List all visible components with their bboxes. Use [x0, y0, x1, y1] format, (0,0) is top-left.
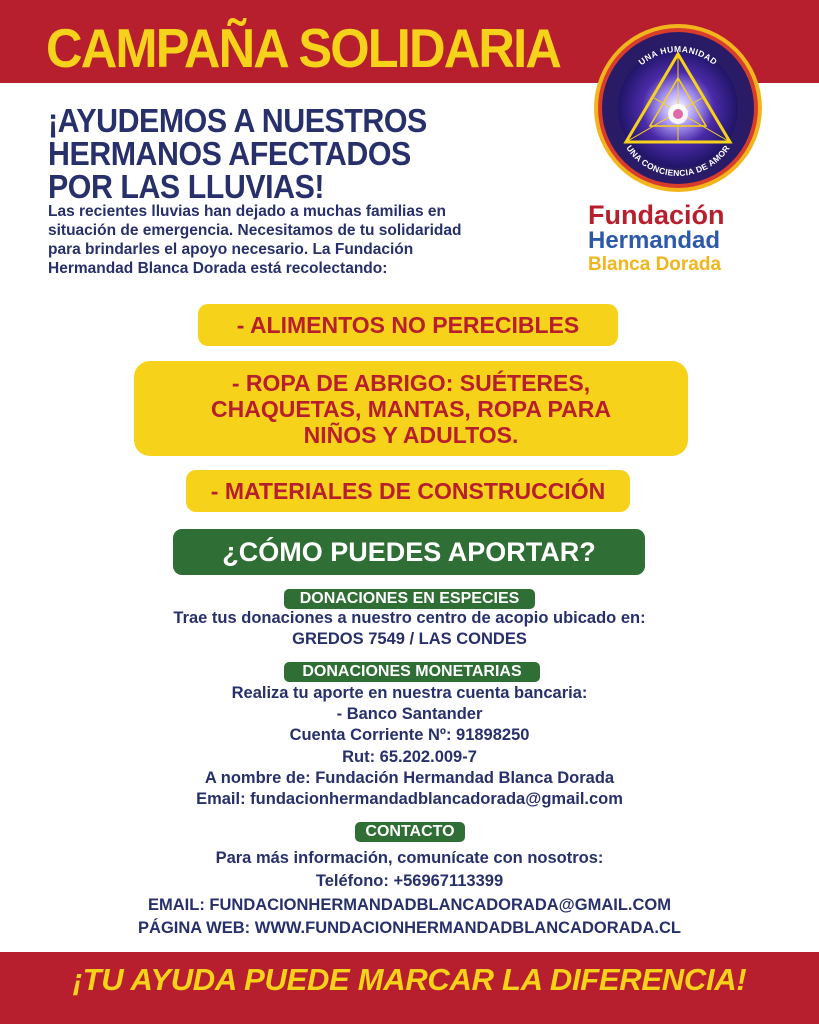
bottom-divider — [0, 948, 819, 952]
species-line-1: Trae tus donaciones a nuestro centro de acopio ubicado en: — [173, 609, 646, 627]
headline — [48, 104, 460, 203]
monetary-line-1: Realiza tu aporte en nuestra cuenta bancaria: — [231, 684, 588, 702]
item-construction — [186, 470, 630, 512]
monetary-donations-tag: DONACIONES MONETARIAS — [284, 662, 540, 682]
headline-line-2: HERMANOS AFECTADOS — [48, 135, 411, 172]
monetary-email: Email: fundacionhermandadblancadorada@gmail.com — [196, 790, 623, 808]
item-construction-label: - MATERIALES DE CONSTRUCCIÓN — [210, 478, 606, 504]
intro-line-2: situación de emergencia. Necesitamos de tu solidaridad — [48, 222, 462, 239]
contact-phone: Teléfono: +56967113399 — [315, 872, 504, 890]
contact-email: EMAIL: FUNDACIONHERMANDADBLANCADORADA@GMAIL.COM — [148, 896, 671, 914]
contact-website: PÁGINA WEB: WWW.FUNDACIONHERMANDADBLANCADORADA.CL — [138, 919, 681, 937]
footer-slogan: ¡TU AYUDA PUEDE MARCAR LA DIFERENCIA! — [72, 962, 747, 997]
brand-line-3: Blanca Dorada — [588, 254, 722, 275]
logo-arc-bottom: UNA CONCIENCIA DE AMOR — [624, 143, 732, 179]
contact-tag: CONTACTO — [355, 822, 465, 842]
headline-line-3: POR LAS LLUVIAS! — [48, 168, 325, 205]
monetary-bank: - Banco Santander — [336, 705, 483, 723]
item-clothing-line-2: CHAQUETAS, MANTAS, ROPA PARA — [211, 396, 611, 422]
brand-line-1: Fundación — [588, 200, 725, 230]
logo-arc-top: UNA HUMANIDAD — [636, 43, 720, 68]
item-clothing-line-3: NIÑOS Y ADULTOS. — [303, 422, 519, 448]
how-to-contribute-title: ¿CÓMO PUEDES APORTAR? — [173, 529, 645, 575]
species-donations-tag: DONACIONES EN ESPECIES — [284, 589, 535, 609]
item-food — [198, 304, 618, 346]
foundation-logo — [592, 22, 764, 194]
intro-paragraph — [48, 202, 568, 278]
item-clothing — [134, 361, 688, 456]
species-address: GREDOS 7549 / LAS CONDES — [292, 630, 527, 648]
contact-line-1: Para más información, comunícate con nosotros: — [215, 849, 604, 867]
brand-line-2: Hermandad — [588, 227, 721, 254]
foundation-logo-emblem — [592, 22, 764, 194]
item-clothing-line-1: - ROPA DE ABRIGO: SUÉTERES, — [231, 370, 591, 396]
campaign-title: CAMPAÑA SOLIDARIA — [46, 17, 561, 79]
monetary-holder: A nombre de: Fundación Hermandad Blanca Dorada — [204, 769, 615, 787]
brand-wordmark — [588, 202, 725, 276]
intro-line-3: para brindarles el apoyo necesario. La Fundación — [48, 241, 414, 258]
monetary-account: Cuenta Corriente Nº: 91898250 — [289, 726, 530, 744]
monetary-rut: Rut: 65.202.009-7 — [342, 748, 477, 766]
intro-line-1: Las recientes lluvias han dejado a muchas familias en — [48, 203, 446, 220]
item-food-label: - ALIMENTOS NO PERECIBLES — [236, 312, 580, 338]
headline-line-1: ¡AYUDEMOS A NUESTROS — [48, 102, 427, 139]
intro-line-4: Hermandad Blanca Dorada está recolectando: — [48, 260, 388, 277]
